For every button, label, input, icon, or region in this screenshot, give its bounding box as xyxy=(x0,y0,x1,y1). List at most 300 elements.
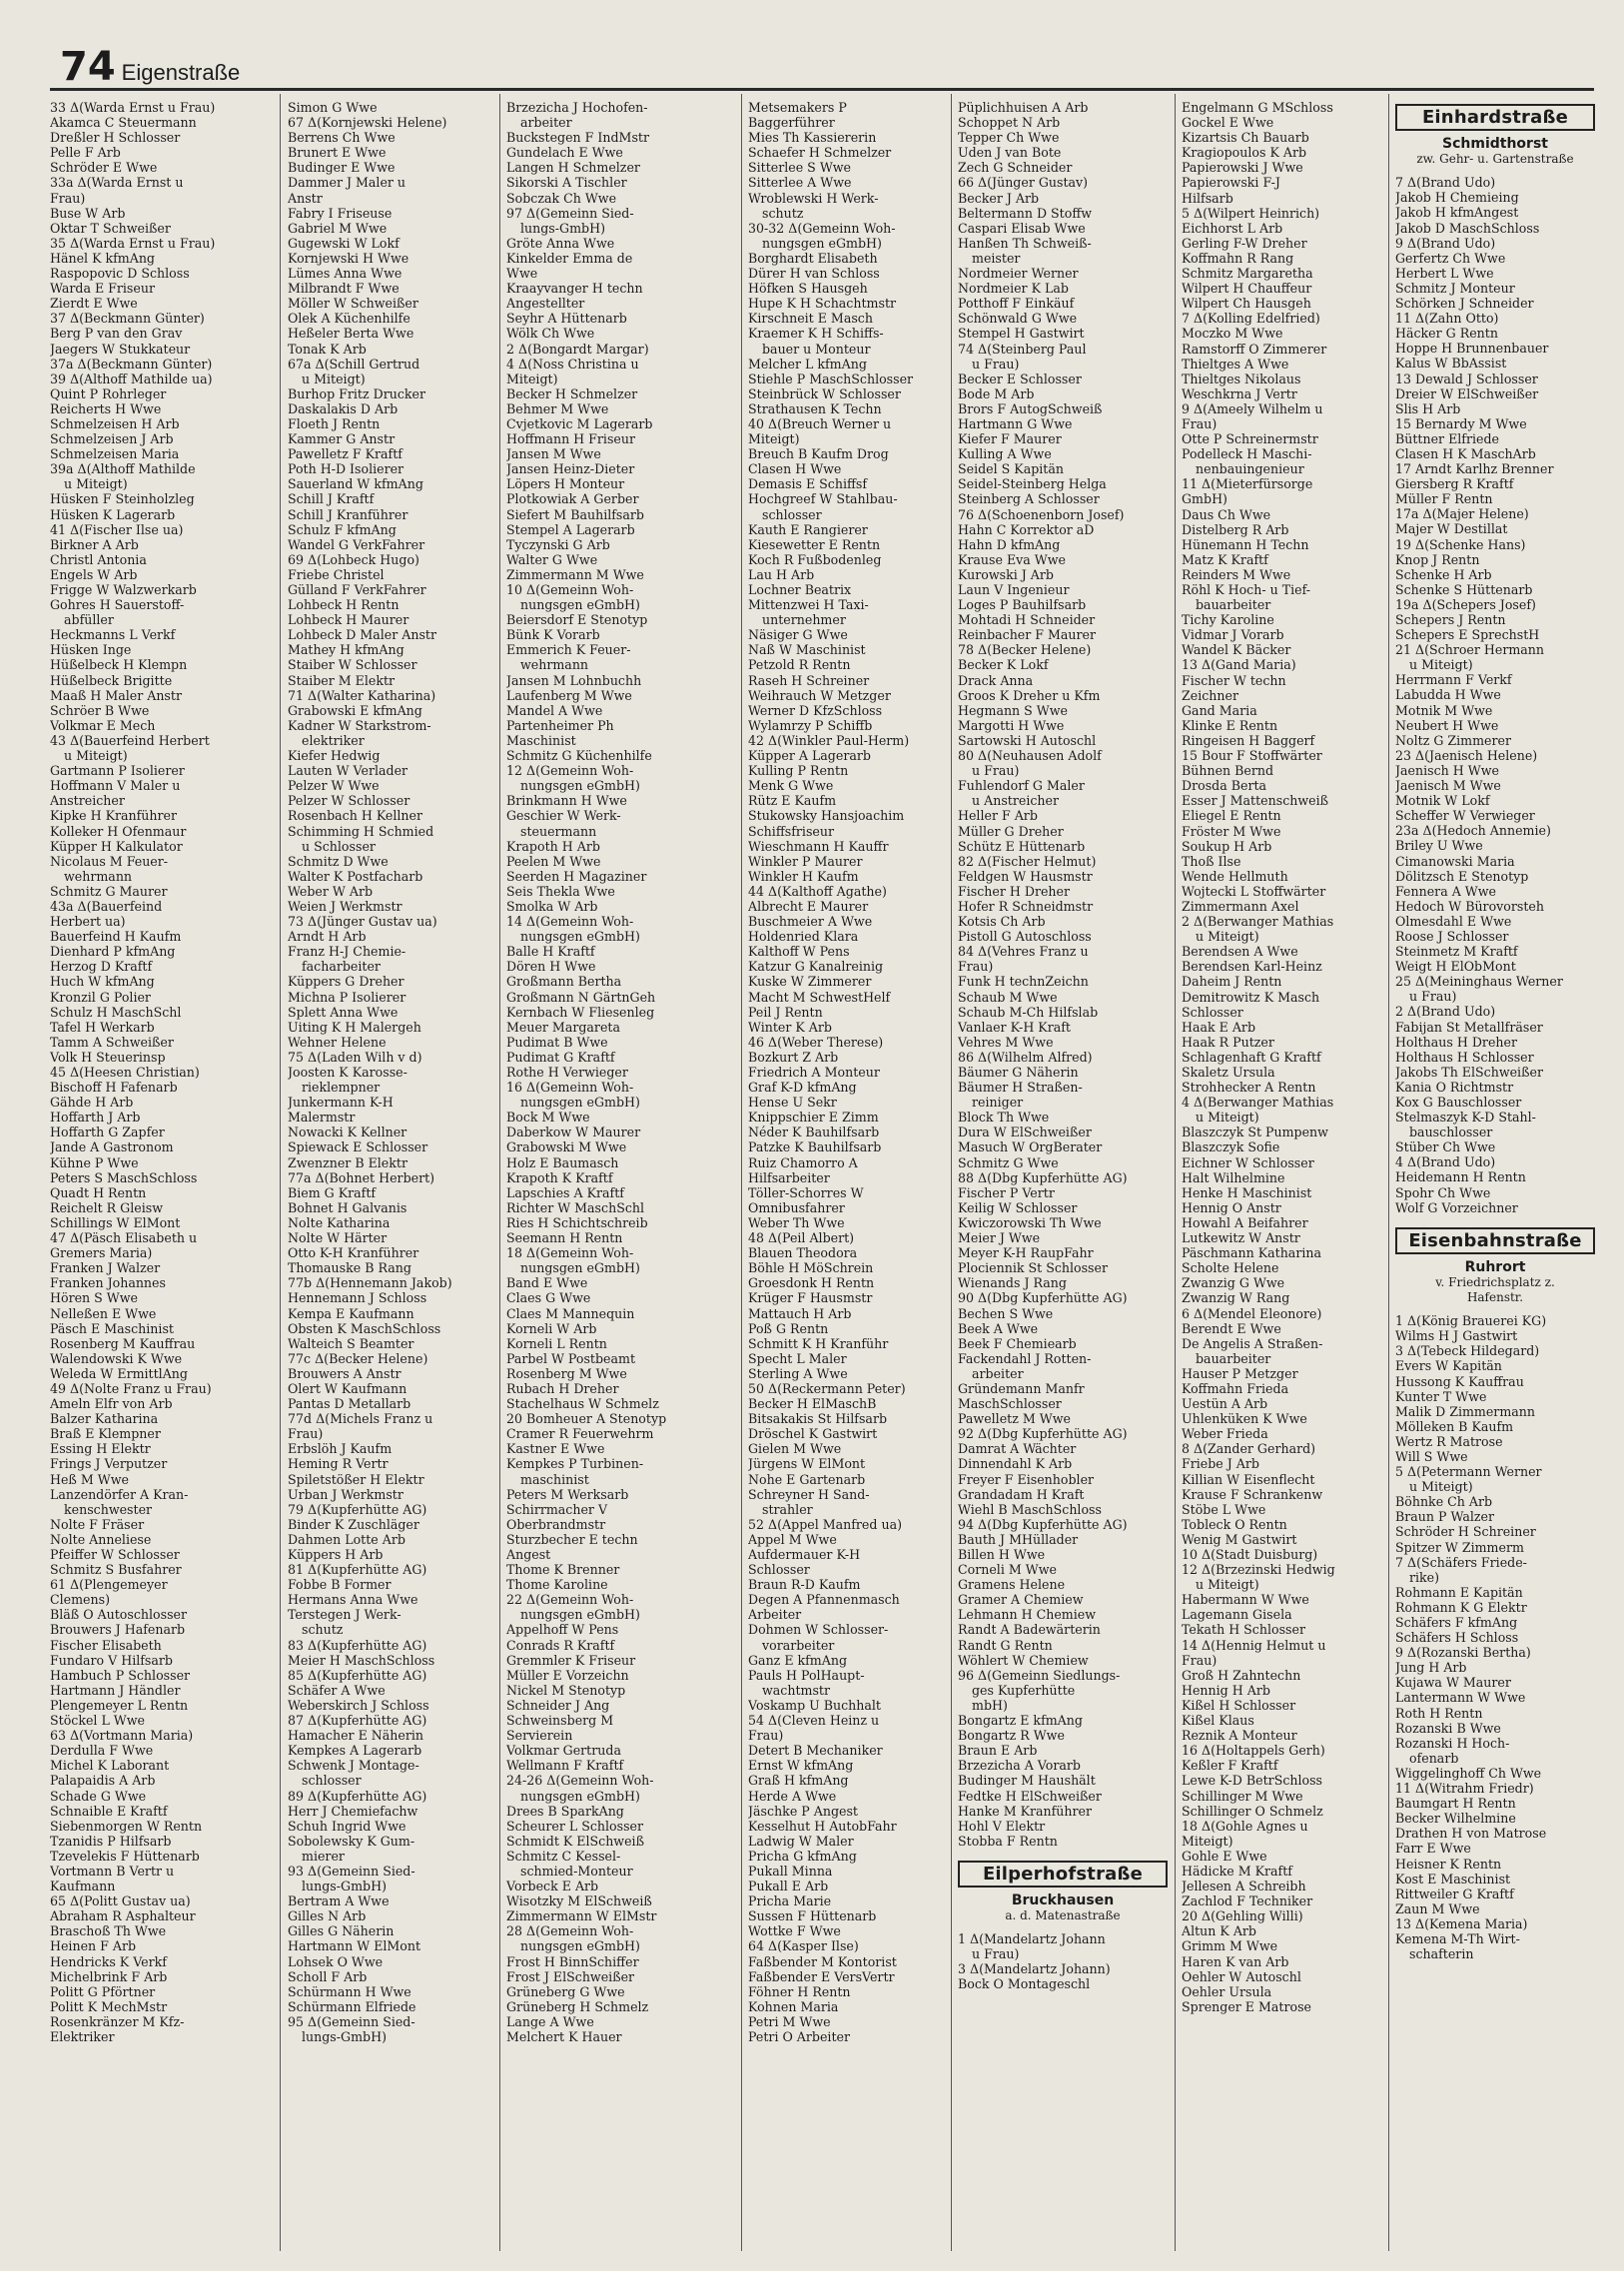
directory-line: Derdulla F Wwe xyxy=(50,1743,154,1759)
directory-line: Motnik W Lokf xyxy=(1395,793,1490,809)
directory-line: schutz xyxy=(762,205,804,221)
directory-line: Jansen Heinz-Dieter xyxy=(506,461,635,477)
directory-line: Tonak K Arb xyxy=(288,341,367,357)
directory-line: steuermann xyxy=(520,823,597,839)
directory-line: Korneli L Rentn xyxy=(506,1335,607,1351)
directory-line: Wellmann F Kraftf xyxy=(506,1758,624,1774)
directory-line: Krause Eva Wwe xyxy=(958,551,1066,567)
directory-line: Pistoll G Autoschloss xyxy=(958,929,1092,945)
directory-line: Holz E Baumasch xyxy=(506,1154,619,1170)
directory-line: Schepers E SprechstH xyxy=(1395,627,1540,643)
directory-line: Michna P Isolierer xyxy=(288,989,406,1005)
directory-line: Ganz E kfmAng xyxy=(748,1652,848,1668)
directory-line: Briley U Wwe xyxy=(1395,838,1483,854)
directory-line: Jakobs Th ElSchweißer xyxy=(1395,1064,1543,1080)
directory-line: Schenke H Arb xyxy=(1395,566,1492,582)
directory-line: u Miteigt) xyxy=(1196,929,1259,945)
directory-line: Schwenk J Montage- xyxy=(288,1758,419,1774)
directory-line: Hören S Wwe xyxy=(50,1290,138,1306)
directory-line: Budinger M Haushält xyxy=(958,1773,1096,1789)
directory-line: Hochgreef W Stahlbau- xyxy=(748,491,898,507)
directory-line: Hoffarth G Zapfer xyxy=(50,1125,165,1140)
directory-line: Oehler W Autoschl xyxy=(1182,1968,1301,1984)
directory-line: Daus Ch Wwe xyxy=(1182,506,1271,522)
directory-line: Bohnet H Galvanis xyxy=(288,1199,407,1215)
directory-line: Hegmann S Wwe xyxy=(958,702,1068,718)
directory-line: Zimmermann W ElMstr xyxy=(506,1908,657,1924)
directory-line: Motnik M Wwe xyxy=(1395,702,1493,718)
directory-line: Ramstorff O Zimmerer xyxy=(1182,341,1327,357)
directory-line: Wwe xyxy=(506,266,538,282)
directory-line: Pelzer W Schlosser xyxy=(288,793,410,809)
directory-line: Schäfers F kfmAng xyxy=(1395,1615,1518,1630)
directory-line: Berrens Ch Wwe xyxy=(288,130,396,146)
directory-line: Tafel H Werkarb xyxy=(50,1019,155,1035)
directory-line: Nordmeier K Lab xyxy=(958,281,1069,297)
directory-line: 64 Δ(Kasper Ilse) xyxy=(748,1938,859,1954)
directory-line: Grüneberg H Schmelz xyxy=(506,1998,649,2014)
directory-line: Seidel-Steinberg Helga xyxy=(958,476,1107,492)
directory-line: Werner D KfzSchloss xyxy=(748,702,883,718)
directory-line: Jakob D MaschSchloss xyxy=(1395,220,1540,236)
directory-line: abfüller xyxy=(64,612,114,628)
directory-line: Tichy Karoline xyxy=(1182,612,1274,628)
directory-line: Miteigt) xyxy=(748,431,800,447)
directory-line: Zwenzner B Elektr xyxy=(288,1154,407,1170)
directory-line: schutz xyxy=(302,1622,344,1638)
directory-line: u Miteigt) xyxy=(302,371,366,386)
directory-line: 50 Δ(Reckermann Peter) xyxy=(748,1380,906,1396)
directory-line: Kraemer K H Schiffs- xyxy=(748,326,884,342)
directory-line: Haak R Putzer xyxy=(1182,1034,1274,1050)
directory-line: Patzke K Bauhilfsarb xyxy=(748,1139,882,1155)
directory-line: Braschoß Th Wwe xyxy=(50,1923,167,1939)
directory-line: nungsgen eGmbH) xyxy=(762,235,882,251)
directory-line: Kammer G Anstr xyxy=(288,431,396,447)
directory-line: Geschier W Werk- xyxy=(506,808,621,824)
directory-line: 23 Δ(Jaenisch Helene) xyxy=(1395,747,1538,763)
directory-line: Schröder E Wwe xyxy=(50,160,158,176)
directory-line: Keßler F Kraftf xyxy=(1182,1758,1278,1774)
directory-line: Gohle E Wwe xyxy=(1182,1848,1267,1864)
directory-line: Keilig W Schlosser xyxy=(958,1199,1078,1215)
directory-line: Schade G Wwe xyxy=(50,1788,147,1804)
directory-line: Jäschke P Angest xyxy=(748,1803,858,1819)
directory-line: Demasis E Schiffsf xyxy=(748,476,868,492)
directory-line: Stöckel L Wwe xyxy=(50,1713,145,1729)
directory-line: Brors F AutogSchweiß xyxy=(958,400,1103,416)
directory-line: 15 Bernardy M Wwe xyxy=(1395,415,1527,431)
directory-line: Angest xyxy=(506,1547,551,1562)
directory-line: Küppers G Dreher xyxy=(288,974,405,990)
directory-line: Wilpert H Chauffeur xyxy=(1182,281,1312,297)
directory-line: Kadner W Starkstrom- xyxy=(288,717,431,733)
directory-line: Drack Anna xyxy=(958,672,1034,688)
directory-line: Schmitt K H Kranführ xyxy=(748,1335,889,1351)
directory-line: Herr J Chemiefachw xyxy=(288,1803,418,1819)
directory-line: 97 Δ(Gemeinn Sied- xyxy=(506,205,634,221)
column-4 xyxy=(748,100,944,2247)
directory-line: Franken Johannes xyxy=(50,1275,166,1291)
directory-line: Holthaus H Schlosser xyxy=(1395,1049,1534,1065)
directory-line: Graß H kfmAng xyxy=(748,1773,849,1789)
directory-line: Nicolaus M Feuer- xyxy=(50,853,169,869)
directory-line: Groß H Zahntechn xyxy=(1182,1667,1301,1683)
directory-line: facharbeiter xyxy=(302,959,381,975)
directory-line: Tyczynski G Arb xyxy=(506,536,610,552)
directory-line: Maaß H Maler Anstr xyxy=(50,687,182,703)
directory-line: wehrmann xyxy=(64,868,133,884)
directory-line: Dinnendahl K Arb xyxy=(958,1456,1073,1472)
directory-line: Podelleck H Maschi- xyxy=(1182,446,1312,462)
directory-line: Kraayvanger H techn xyxy=(506,281,643,297)
directory-line: Frau) xyxy=(1182,1652,1218,1668)
directory-line: 18 Δ(Gohle Agnes u xyxy=(1182,1818,1308,1834)
directory-line: Becker K Lokf xyxy=(958,657,1049,673)
directory-line: Bühnen Bernd xyxy=(1182,763,1274,779)
directory-line: Kalus W BbAssist xyxy=(1395,356,1507,372)
directory-line: Meier H MaschSchloss xyxy=(288,1652,435,1668)
directory-line: Hoffmann V Maler u xyxy=(50,778,181,794)
directory-line: Evers W Kapitän xyxy=(1395,1358,1502,1374)
directory-line: 73 Δ(Jünger Gustav ua) xyxy=(288,914,437,930)
directory-line: Gähde H Arb xyxy=(50,1095,134,1111)
directory-line: Stelmaszyk K-D Stahl- xyxy=(1395,1110,1536,1126)
directory-line: Päschmann Katharina xyxy=(1182,1245,1321,1261)
directory-line: Gabriel M Wwe xyxy=(288,220,388,236)
directory-line: Feldgen W Hausmstr xyxy=(958,868,1093,884)
directory-line: Kost E Maschinist xyxy=(1395,1871,1511,1887)
directory-line: Weien J Werkmstr xyxy=(288,898,403,914)
directory-line: Nolte Anneliese xyxy=(50,1531,152,1547)
directory-line: Heckmanns L Verkf xyxy=(50,627,176,643)
directory-line: Grabowski M Wwe xyxy=(506,1139,627,1155)
directory-line: u Schlosser xyxy=(302,838,376,854)
page-header xyxy=(60,44,240,90)
directory-line: Nordmeier Werner xyxy=(958,266,1079,282)
directory-line: 54 Δ(Cleven Heinz u xyxy=(748,1713,880,1729)
directory-line: Zachlod F Techniker xyxy=(1182,1893,1313,1909)
directory-line: Behmer M Wwe xyxy=(506,400,609,416)
directory-line: Schröder H Schreiner xyxy=(1395,1524,1536,1540)
directory-line: Kiefer Hedwig xyxy=(288,748,381,764)
directory-line: Reinders M Wwe xyxy=(1182,566,1291,582)
directory-line: Killian W Eisenflecht xyxy=(1182,1471,1315,1487)
directory-line: 74 Δ(Steinberg Paul xyxy=(958,341,1087,357)
directory-line: Moczko M Wwe xyxy=(1182,326,1283,342)
directory-line: 4 Δ(Brand Udo) xyxy=(1395,1154,1496,1170)
directory-line: Seis Thekla Wwe xyxy=(506,883,615,899)
directory-line: Schuh Ingrid Wwe xyxy=(288,1818,406,1834)
directory-line: Pawelletz M Wwe xyxy=(958,1411,1071,1427)
directory-line: Fischer W techn xyxy=(1182,672,1286,688)
directory-line: Peelen M Wwe xyxy=(506,853,601,869)
directory-line: reiniger xyxy=(972,1095,1024,1111)
directory-line: u Anstreicher xyxy=(972,793,1059,809)
directory-line: Wölk Ch Wwe xyxy=(506,326,595,342)
directory-line: Hahn C Korrektor aD xyxy=(958,521,1095,537)
spacer xyxy=(1395,1305,1595,1313)
directory-line: nenbauingenieur xyxy=(1196,461,1304,477)
street-heading: Einhardstraße xyxy=(1395,104,1595,131)
directory-line: Höfken S Hausgeh xyxy=(748,281,868,297)
directory-line: Bitsakakis St Hilfsarb xyxy=(748,1411,888,1427)
directory-line: Joosten K Karosse- xyxy=(288,1065,407,1080)
directory-line: Dürer H van Schloss xyxy=(748,266,880,282)
directory-line: Schillinger O Schmelz xyxy=(1182,1803,1323,1819)
directory-line: Grimm M Wwe xyxy=(1182,1938,1278,1954)
directory-line: Hoppe H Brunnenbauer xyxy=(1395,341,1549,357)
directory-line: Becker E Schlosser xyxy=(958,371,1082,386)
directory-line: mierer xyxy=(302,1848,345,1864)
directory-line: Nolte F Fräser xyxy=(50,1516,145,1532)
directory-line: Vehres M Wwe xyxy=(958,1034,1054,1050)
directory-line: 19a Δ(Schepers Josef) xyxy=(1395,596,1536,612)
directory-line: Heßeler Berta Wwe xyxy=(288,326,414,342)
directory-line: Schmelzeisen Maria xyxy=(50,446,180,462)
directory-line: Oehler Ursula xyxy=(1182,1983,1272,1999)
directory-line: Koffmahn R Rang xyxy=(1182,250,1294,266)
directory-line: Metsemakers P xyxy=(748,100,847,115)
directory-line: Tekath H Schlosser xyxy=(1182,1622,1305,1638)
directory-line: 13 Dewald J Schlosser xyxy=(1395,371,1538,386)
directory-line: Hendricks K Verkf xyxy=(50,1953,167,1969)
directory-line: 33 Δ(Warda Ernst u Frau) xyxy=(50,100,216,115)
directory-line: Volk H Steuerinsp xyxy=(50,1049,166,1065)
directory-line: Schlosser xyxy=(748,1562,810,1578)
directory-line: Großmann N GärtnGeh xyxy=(506,989,656,1005)
directory-line: Hennig H Arb xyxy=(1182,1682,1270,1698)
column-2 xyxy=(288,100,492,2247)
directory-line: nungsgen eGmbH) xyxy=(520,1607,640,1623)
directory-line: Winkler P Maurer xyxy=(748,853,863,869)
directory-line: Pudimat G Kraftf xyxy=(506,1049,615,1065)
directory-line: Krapoth H Arb xyxy=(506,838,600,854)
directory-line: Funk H technZeichn xyxy=(958,974,1089,990)
directory-line: Gründemann Manfr xyxy=(958,1380,1085,1396)
directory-line: Krapoth K Kraftf xyxy=(506,1169,613,1185)
column-divider xyxy=(499,94,500,2251)
directory-line: Groos K Dreher u Kfm xyxy=(958,687,1101,703)
directory-line: Altun K Arb xyxy=(1182,1923,1256,1939)
directory-line: Lohbeck D Maler Anstr xyxy=(288,627,437,643)
directory-line: Ries H Schichtschreib xyxy=(506,1214,648,1230)
directory-line: Bock O Montageschl xyxy=(958,1976,1091,1992)
directory-line: Spohr Ch Wwe xyxy=(1395,1184,1491,1200)
directory-line: Strohhecker A Rentn xyxy=(1182,1080,1316,1096)
directory-line: Blauen Theodora xyxy=(748,1245,858,1261)
directory-line: Stempel A Lagerarb xyxy=(506,521,635,537)
directory-line: Holdenried Klara xyxy=(748,929,859,945)
directory-line: Langen H Schmelzer xyxy=(506,160,640,176)
directory-line: Drosda Berta xyxy=(1182,778,1267,794)
directory-line: Rozanski H Hoch- xyxy=(1395,1735,1510,1751)
directory-line: Gielen M Wwe xyxy=(748,1441,842,1457)
directory-line: Kujawa W Maurer xyxy=(1395,1675,1511,1691)
directory-line: 37a Δ(Beckmann Günter) xyxy=(50,356,213,372)
directory-line: Wojtecki L Stoffwärter xyxy=(1182,883,1326,899)
column-divider xyxy=(741,94,742,2251)
directory-line: 78 Δ(Becker Helene) xyxy=(958,642,1092,658)
directory-line: Schirrmacher V xyxy=(506,1501,608,1517)
directory-line: Rothe H Verwieger xyxy=(506,1065,628,1080)
directory-line: Koch R Fußbodenleg xyxy=(748,551,882,567)
directory-line: Gockel E Wwe xyxy=(1182,115,1274,131)
directory-line: Thieltges A Wwe xyxy=(1182,356,1289,372)
directory-line: Stüber Ch Wwe xyxy=(1395,1139,1496,1155)
directory-line: Herbert L Wwe xyxy=(1395,265,1494,281)
directory-line: strahler xyxy=(762,1501,813,1517)
directory-line: 16 Δ(Gemeinn Woh- xyxy=(506,1080,634,1096)
directory-line: 11 Δ(Zahn Otto) xyxy=(1395,311,1499,327)
directory-line: Clasen H K MaschArb xyxy=(1395,445,1536,461)
directory-line: Dreier W ElSchweißer xyxy=(1395,385,1539,401)
street-range: zw. Gehr- u. Gartenstraße xyxy=(1416,152,1574,167)
directory-line: Zaun M Wwe xyxy=(1395,1900,1480,1916)
directory-line: Schweinsberg M xyxy=(506,1713,614,1729)
directory-line: 21 Δ(Schroer Hermann xyxy=(1395,642,1545,658)
directory-line: Akamca C Steuermann xyxy=(50,115,197,131)
directory-line: Halt Wilhelmine xyxy=(1182,1169,1285,1185)
directory-line: Schmitz G Küchenhilfe xyxy=(506,748,652,764)
directory-line: Rosenberg M Kauffrau xyxy=(50,1335,196,1351)
directory-line: Fundaro V Hilfsarb xyxy=(50,1652,173,1668)
directory-line: Schmelzeisen J Arb xyxy=(50,431,174,447)
directory-line: Claes G Wwe xyxy=(506,1290,591,1306)
directory-line: arbeiter xyxy=(520,115,572,131)
directory-line: Nolte W Härter xyxy=(288,1230,388,1246)
directory-line: Kohnen Maria xyxy=(748,1998,839,2014)
directory-line: Bäumer G Näherin xyxy=(958,1065,1079,1080)
directory-line: Sterling A Wwe xyxy=(748,1365,848,1381)
directory-line: Balle H Kraftf xyxy=(506,944,595,960)
directory-line: Plociennik St Schlosser xyxy=(958,1260,1108,1276)
directory-line: Baumgart H Rentn xyxy=(1395,1796,1516,1812)
directory-line: Friebe J Arb xyxy=(1182,1456,1259,1472)
directory-line: Püplichhuisen A Arb xyxy=(958,100,1089,115)
directory-line: Bongartz R Wwe xyxy=(958,1728,1065,1744)
directory-line: Schenke S Hüttenarb xyxy=(1395,581,1533,597)
directory-line: Schaub M Wwe xyxy=(958,989,1058,1005)
directory-line: Néder K Bauhilfsarb xyxy=(748,1125,880,1140)
directory-line: Blaszczyk Sofie xyxy=(1182,1139,1280,1155)
directory-line: 7 Δ(Schäfers Friede- xyxy=(1395,1554,1527,1570)
directory-line: Rohmann K G Elektr xyxy=(1395,1599,1527,1615)
directory-line: Malermstr xyxy=(288,1110,356,1126)
directory-line: Otto K-H Kranführer xyxy=(288,1245,419,1261)
directory-line: Knippschier E Zimm xyxy=(748,1110,879,1126)
directory-line: Balzer Katharina xyxy=(50,1411,159,1427)
directory-line: Laun V Ingenieur xyxy=(958,582,1070,597)
directory-line: Seyhr A Hüttenarb xyxy=(506,311,627,327)
spacer xyxy=(1395,167,1595,175)
directory-line: Engels W Arb xyxy=(50,566,138,582)
directory-line: Wiehl B MaschSchloss xyxy=(958,1501,1102,1517)
directory-line: Näsiger G Wwe xyxy=(748,627,848,643)
directory-line: 19 Δ(Schenke Hans) xyxy=(1395,536,1526,552)
directory-line: Walter K Postfacharb xyxy=(288,868,423,884)
directory-line: Grüneberg G Wwe xyxy=(506,1983,625,1999)
directory-line: meister xyxy=(972,250,1021,266)
directory-line: Schillings W ElMont xyxy=(50,1214,181,1230)
directory-line: Wilpert Ch Hausgeh xyxy=(1182,296,1311,312)
directory-line: Schmitz C Kessel- xyxy=(506,1848,621,1864)
directory-line: Lochner Beatrix xyxy=(748,582,852,597)
directory-line: Steinberg A Schlosser xyxy=(958,491,1100,507)
directory-line: Melchert K Hauer xyxy=(506,2029,622,2044)
directory-line: Nohe E Gartenarb xyxy=(748,1471,866,1487)
directory-line: 93 Δ(Gemeinn Sied- xyxy=(288,1863,415,1879)
directory-line: Eichhorst L Arb xyxy=(1182,220,1283,236)
directory-line: Mittenzwei H Taxi- xyxy=(748,597,869,613)
directory-line: Zwanzig G Wwe xyxy=(1182,1275,1285,1291)
directory-line: Päsch E Maschinist xyxy=(50,1320,174,1336)
directory-line: schlosser xyxy=(302,1773,362,1789)
directory-line: Kinkelder Emma de xyxy=(506,250,633,266)
directory-line: Jung H Arb xyxy=(1395,1660,1467,1676)
directory-line: 20 Bomheuer A Stenotyp xyxy=(506,1411,667,1427)
directory-line: Scholl F Arb xyxy=(288,1968,368,1984)
directory-line: Küppers H Arb xyxy=(288,1547,384,1562)
directory-line: 63 Δ(Vortmann Maria) xyxy=(50,1728,194,1744)
directory-line: Potthoff F Einkäuf xyxy=(958,296,1075,312)
directory-line: 3 Δ(Mandelartz Johann) xyxy=(958,1961,1111,1977)
directory-line: 77b Δ(Hennemann Jakob) xyxy=(288,1275,452,1291)
directory-line: 10 Δ(Stadt Duisburg) xyxy=(1182,1547,1318,1562)
directory-line: u Frau) xyxy=(972,1946,1020,1962)
directory-line: Schaefer H Schmelzer xyxy=(748,145,892,161)
directory-line: Hilfsarb xyxy=(1182,190,1233,206)
directory-line: Miteigt) xyxy=(506,371,558,386)
directory-line: Walter G Wwe xyxy=(506,551,598,567)
directory-line: Vorbeck E Arb xyxy=(506,1879,599,1894)
directory-line: 11 Δ(Mieterfürsorge xyxy=(1182,476,1313,492)
directory-line: Schimming H Schmied xyxy=(288,823,434,839)
directory-line: Appelhoff W Pens xyxy=(506,1622,619,1638)
directory-line: Heller F Arb xyxy=(958,808,1038,824)
directory-line: Häcker G Rentn xyxy=(1395,326,1498,342)
directory-line: 4 Δ(Noss Christina u xyxy=(506,356,639,372)
directory-line: Lohbeck H Maurer xyxy=(288,612,409,628)
directory-line: Bongartz E kfmAng xyxy=(958,1713,1083,1729)
directory-line: Damrat A Wächter xyxy=(958,1441,1077,1457)
directory-line: Jürgens W ElMont xyxy=(748,1456,866,1472)
directory-line: Brinkmann H Wwe xyxy=(506,793,627,809)
directory-line: 20 Δ(Gehling Willi) xyxy=(1182,1908,1303,1924)
directory-line: Hanßen Th Schweiß- xyxy=(958,235,1092,251)
directory-line: Sartowski H Autoschl xyxy=(958,732,1097,748)
page-number: 74 xyxy=(60,44,116,90)
directory-line: Reichelt R Gleisw xyxy=(50,1199,163,1215)
street-range: a. d. Matenastraße xyxy=(1005,1908,1121,1923)
directory-line: 15 Bour F Stoffwärter xyxy=(1182,748,1322,764)
directory-line: Baggerführer xyxy=(748,115,835,131)
directory-line: Masuch W OrgBerater xyxy=(958,1139,1103,1155)
directory-line: Kania O Richtmstr xyxy=(1395,1079,1514,1095)
directory-line: Anstr xyxy=(288,190,323,206)
directory-line: Wende Hellmuth xyxy=(1182,868,1288,884)
district-heading: Bruckhausen xyxy=(1011,1892,1115,1908)
directory-line: Becker Wilhelmine xyxy=(1395,1811,1516,1827)
directory-line: 9 Δ(Brand Udo) xyxy=(1395,235,1496,251)
directory-line: Smolka W Arb xyxy=(506,898,598,914)
directory-line: Hoffarth J Arb xyxy=(50,1110,141,1126)
directory-line: Reicherts H Wwe xyxy=(50,400,162,416)
directory-line: arbeiter xyxy=(972,1365,1024,1381)
directory-line: Fennera A Wwe xyxy=(1395,883,1496,899)
directory-line: Müller G Dreher xyxy=(958,823,1064,839)
street-heading: Eisenbahnstraße xyxy=(1395,1227,1595,1254)
